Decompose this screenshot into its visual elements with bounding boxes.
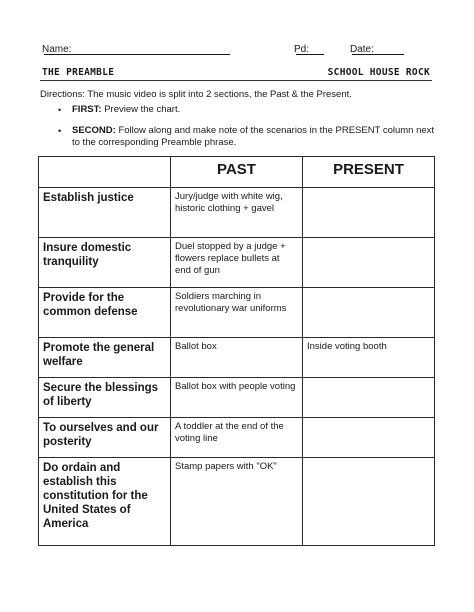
instruction-item: [58, 104, 438, 116]
header-present: PRESENT: [303, 157, 435, 188]
instruction-item: [58, 125, 438, 149]
past-cell: A toddler at the end of the voting line: [171, 418, 303, 458]
series-title: SCHOOL HOUSE ROCK: [327, 67, 430, 78]
present-cell[interactable]: [303, 288, 435, 338]
phrase-cell: Promote the general welfare: [39, 338, 171, 378]
present-cell[interactable]: Inside voting booth: [303, 338, 435, 378]
phrase-cell: Provide for the common defense: [39, 288, 171, 338]
bullet-icon: •: [58, 105, 62, 115]
present-cell[interactable]: [303, 418, 435, 458]
present-cell[interactable]: [303, 238, 435, 288]
date-blank[interactable]: [352, 44, 404, 55]
name-blank[interactable]: [44, 44, 230, 55]
past-cell: Ballot box: [171, 338, 303, 378]
phrase-cell: Do ordain and establish this constitution for the United States of America: [39, 458, 171, 546]
date-label: Date:: [350, 44, 374, 55]
title-bar: [40, 66, 432, 81]
instruction-step-label: FIRST:: [72, 104, 102, 115]
phrase-cell: Establish justice: [39, 188, 171, 238]
table-row: [39, 458, 435, 546]
instruction-list: [58, 104, 438, 158]
past-cell: Soldiers marching in revolutionary war uniforms: [171, 288, 303, 338]
bullet-icon: •: [58, 126, 62, 136]
phrase-cell: Secure the blessings of liberty: [39, 378, 171, 418]
present-cell[interactable]: [303, 458, 435, 546]
table-row: [39, 188, 435, 238]
instruction-step-label: SECOND:: [72, 125, 116, 136]
period-label: Pd:: [294, 44, 310, 55]
name-label: Name:: [42, 44, 72, 55]
header-phrase: [39, 157, 171, 188]
table-row: [39, 338, 435, 378]
worksheet-title: THE PREAMBLE: [42, 67, 115, 78]
chart-header-row: [39, 157, 435, 188]
past-cell: Jury/judge with white wig, historic clothing + gavel: [171, 188, 303, 238]
past-cell: Ballot box with people voting: [171, 378, 303, 418]
table-row: [39, 418, 435, 458]
present-cell[interactable]: [303, 378, 435, 418]
header-past: PAST: [171, 157, 303, 188]
present-cell[interactable]: [303, 188, 435, 238]
table-row: [39, 288, 435, 338]
instruction-text: Preview the chart.: [101, 104, 181, 115]
table-row: [39, 378, 435, 418]
preamble-chart: [38, 156, 435, 546]
table-row: [39, 238, 435, 288]
directions-text: Directions: The music video is split into 2 sections, the Past & the Present.: [40, 89, 352, 100]
past-cell: Stamp papers with "OK": [171, 458, 303, 546]
instruction-text: Follow along and make note of the scenarios in the PRESENT column next to the corresponding Preamble phrase.: [72, 125, 435, 148]
phrase-cell: To ourselves and our posterity: [39, 418, 171, 458]
past-cell: Duel stopped by a judge + flowers replace bullets at end of gun: [171, 238, 303, 288]
period-blank[interactable]: [296, 44, 324, 55]
phrase-cell: Insure domestic tranquility: [39, 238, 171, 288]
